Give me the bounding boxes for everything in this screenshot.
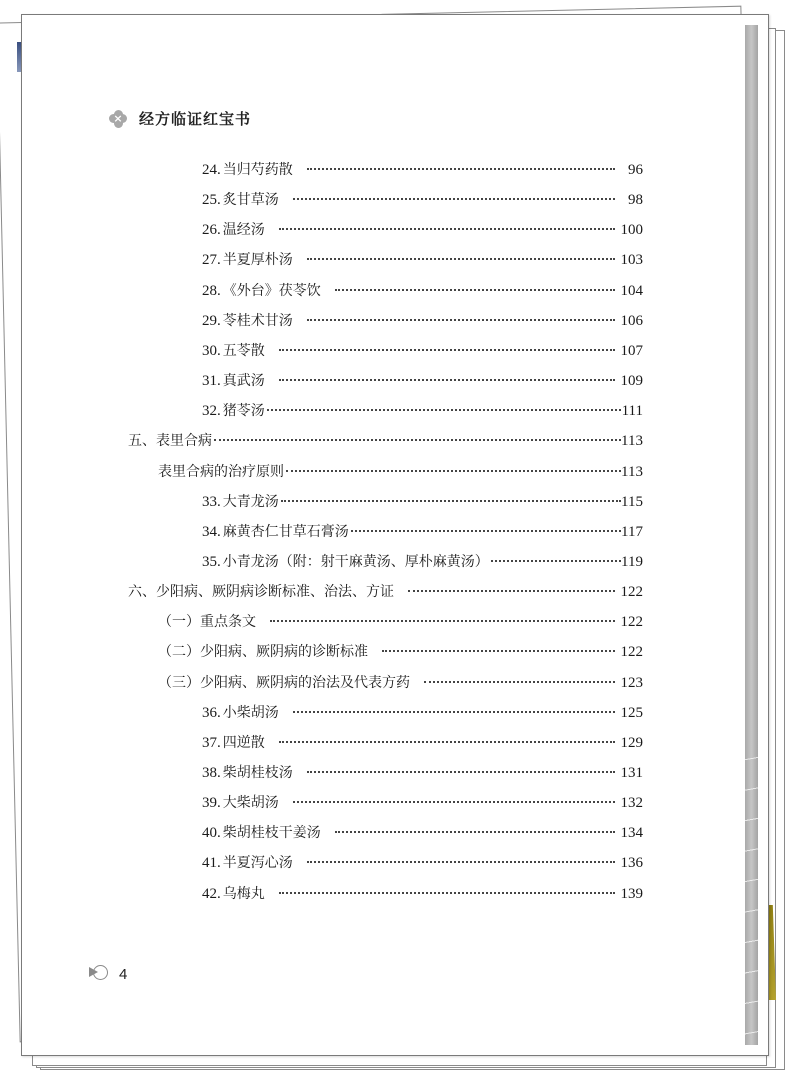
toc-entry-label: 半夏泻心汤 [222, 855, 293, 872]
toc-entry-page: 103 [620, 252, 643, 269]
four-petal-x-icon: × [109, 110, 127, 128]
dot-leader [307, 168, 615, 170]
dot-leader [267, 409, 621, 411]
toc-entry-number: 37. [202, 734, 221, 751]
toc-entry-label: 柴胡桂枝汤 [222, 765, 293, 781]
toc-entry-number: 24. [202, 162, 221, 178]
dot-leader [424, 681, 615, 683]
toc-entry-label: 猪苓汤 [222, 403, 265, 420]
toc-entry-number: 39. [202, 795, 221, 812]
toc-entry-page: 117 [621, 523, 643, 540]
toc-entry-number: 35. [202, 553, 221, 570]
toc-entry-page: 132 [620, 795, 643, 812]
toc-entry[interactable] [202, 340, 643, 360]
toc-entry-page: 134 [620, 825, 643, 842]
toc-entry[interactable] [202, 792, 643, 812]
toc-entry[interactable] [202, 249, 643, 269]
dot-leader [491, 560, 621, 562]
dot-leader [293, 711, 615, 713]
toc-entry-number: 40. [202, 825, 221, 842]
toc-entry-label: 半夏厚朴汤 [222, 252, 293, 269]
toc-entry-label: 柴胡桂枝干姜汤 [222, 825, 321, 842]
toc-entry-number: 36. [202, 704, 221, 721]
dot-leader [307, 258, 615, 260]
circle-arrow-icon [89, 965, 109, 983]
toc-entry-page: 125 [620, 704, 643, 721]
toc-entry-label: （一）重点条文 [158, 614, 256, 631]
toc-entry[interactable] [128, 430, 643, 450]
toc-entry-number: 29. [202, 312, 221, 329]
dot-leader [307, 861, 615, 863]
toc-entry-number: 30. [202, 342, 221, 359]
toc-entry-label: 麻黄杏仁甘草石膏汤 [222, 523, 349, 540]
toc-entry[interactable] [202, 491, 643, 511]
toc-entry[interactable] [202, 370, 643, 390]
dot-leader [279, 892, 615, 894]
toc-entry-page: 100 [620, 222, 643, 239]
toc-entry-page: 122 [620, 644, 643, 661]
toc-entry[interactable] [202, 732, 643, 752]
toc-entry-page: 123 [620, 674, 643, 691]
toc-entry-page: 106 [620, 312, 643, 329]
toc-entry[interactable] [158, 461, 643, 481]
toc-entry-page: 122 [620, 584, 643, 601]
toc-entry[interactable] [202, 852, 643, 872]
toc-entry[interactable] [128, 581, 643, 601]
dot-leader [307, 771, 615, 773]
toc-entry-label: 小柴胡汤 [222, 704, 279, 721]
toc-entry[interactable] [202, 310, 643, 330]
dot-leader [279, 379, 615, 381]
dot-leader [279, 349, 615, 351]
toc-entry[interactable] [202, 762, 643, 782]
toc-entry-label: 真武汤 [222, 373, 265, 390]
toc-entry[interactable] [202, 702, 643, 722]
toc-entry-label: 五苓散 [222, 342, 265, 359]
running-header [109, 108, 251, 129]
edge-streaks [745, 745, 758, 1035]
toc-entry-page: 109 [620, 373, 643, 390]
toc-entry-number: 26. [202, 222, 221, 239]
toc-entry-number: 34. [202, 523, 221, 540]
toc-entry[interactable] [202, 159, 643, 179]
toc-entry-label: 六、少阳病、厥阴病诊断标准、治法、方证 [128, 584, 394, 601]
toc-entry-label: 炙甘草汤 [222, 192, 279, 209]
toc-entry-page: 113 [621, 463, 643, 480]
toc-entry-page: 129 [620, 734, 643, 751]
dot-leader [270, 620, 615, 622]
toc-entry-label: 当归芍药散 [222, 162, 293, 178]
dot-leader [279, 741, 615, 743]
toc-entry[interactable] [202, 521, 643, 541]
book-title: 经方临证红宝书 [139, 110, 252, 128]
toc-entry-number: 25. [202, 192, 221, 209]
dot-leader [286, 470, 621, 472]
toc-entry[interactable] [202, 400, 643, 420]
toc-entry-label: 《外台》茯苓饮 [222, 282, 321, 299]
toc-entry-label: 温经汤 [222, 222, 265, 239]
dot-leader [335, 831, 615, 833]
toc-entry-page: 98 [628, 192, 643, 209]
toc-entry-page: 131 [620, 765, 643, 781]
toc-entry[interactable] [158, 611, 643, 631]
toc-entry-page: 136 [620, 855, 643, 872]
toc-entry-label: 表里合病的治疗原则 [158, 463, 284, 480]
page-edge-strip [745, 25, 758, 1045]
toc-entry[interactable] [158, 672, 643, 692]
toc-entry-number: 28. [202, 282, 221, 299]
toc-entry-page: 139 [620, 885, 643, 902]
dot-leader [382, 650, 615, 652]
page-number: 4 [119, 965, 128, 983]
toc-entry-number: 31. [202, 373, 221, 390]
toc-entry-page: 119 [621, 553, 643, 570]
toc-entry-number: 41. [202, 855, 221, 872]
toc-entry[interactable] [202, 883, 643, 903]
toc-entry-page: 111 [621, 403, 643, 420]
toc-entry-page: 113 [621, 433, 643, 450]
dot-leader [293, 801, 615, 803]
toc-entry[interactable] [202, 280, 643, 300]
dot-leader [293, 198, 615, 200]
dot-leader [214, 439, 621, 441]
toc-entry-number: 42. [202, 885, 221, 902]
toc-entry-label: 大柴胡汤 [222, 795, 279, 812]
dot-leader [281, 500, 621, 502]
toc-entry-label: 乌梅丸 [222, 885, 265, 902]
dot-leader [279, 228, 615, 230]
page-footer [89, 965, 127, 983]
toc-entry[interactable] [202, 551, 643, 571]
toc-entry-label: 四逆散 [222, 734, 265, 751]
dot-leader [351, 530, 621, 532]
toc-entry-page: 107 [620, 342, 643, 359]
toc-entry-number: 32. [202, 403, 221, 420]
toc-entry-label: 大青龙汤 [222, 493, 279, 510]
toc-entry-page: 96 [628, 162, 643, 178]
toc-entry-label: （二）少阳病、厥阴病的诊断标准 [158, 644, 368, 661]
toc-entry[interactable] [202, 822, 643, 842]
toc-entry-number: 38. [202, 765, 221, 781]
toc-entry-label: 五、表里合病 [128, 433, 212, 450]
toc-entry-label: 苓桂术甘汤 [222, 312, 293, 329]
toc-entry-label: 小青龙汤（附：射干麻黄汤、厚朴麻黄汤） [222, 553, 489, 570]
toc-entry[interactable] [202, 219, 643, 239]
toc-entry-number: 27. [202, 252, 221, 269]
toc-entry-label: （三）少阳病、厥阴病的治法及代表方药 [158, 674, 410, 691]
toc-entry[interactable] [202, 189, 643, 209]
book-page [21, 14, 769, 1056]
toc-entry-page: 122 [620, 614, 643, 631]
toc-entry[interactable] [158, 641, 643, 661]
toc-entry-page: 115 [621, 493, 643, 510]
dot-leader [408, 590, 615, 592]
dot-leader [335, 289, 615, 291]
toc-entry-page: 104 [620, 282, 643, 299]
dot-leader [307, 319, 615, 321]
toc-entry-number: 33. [202, 493, 221, 510]
